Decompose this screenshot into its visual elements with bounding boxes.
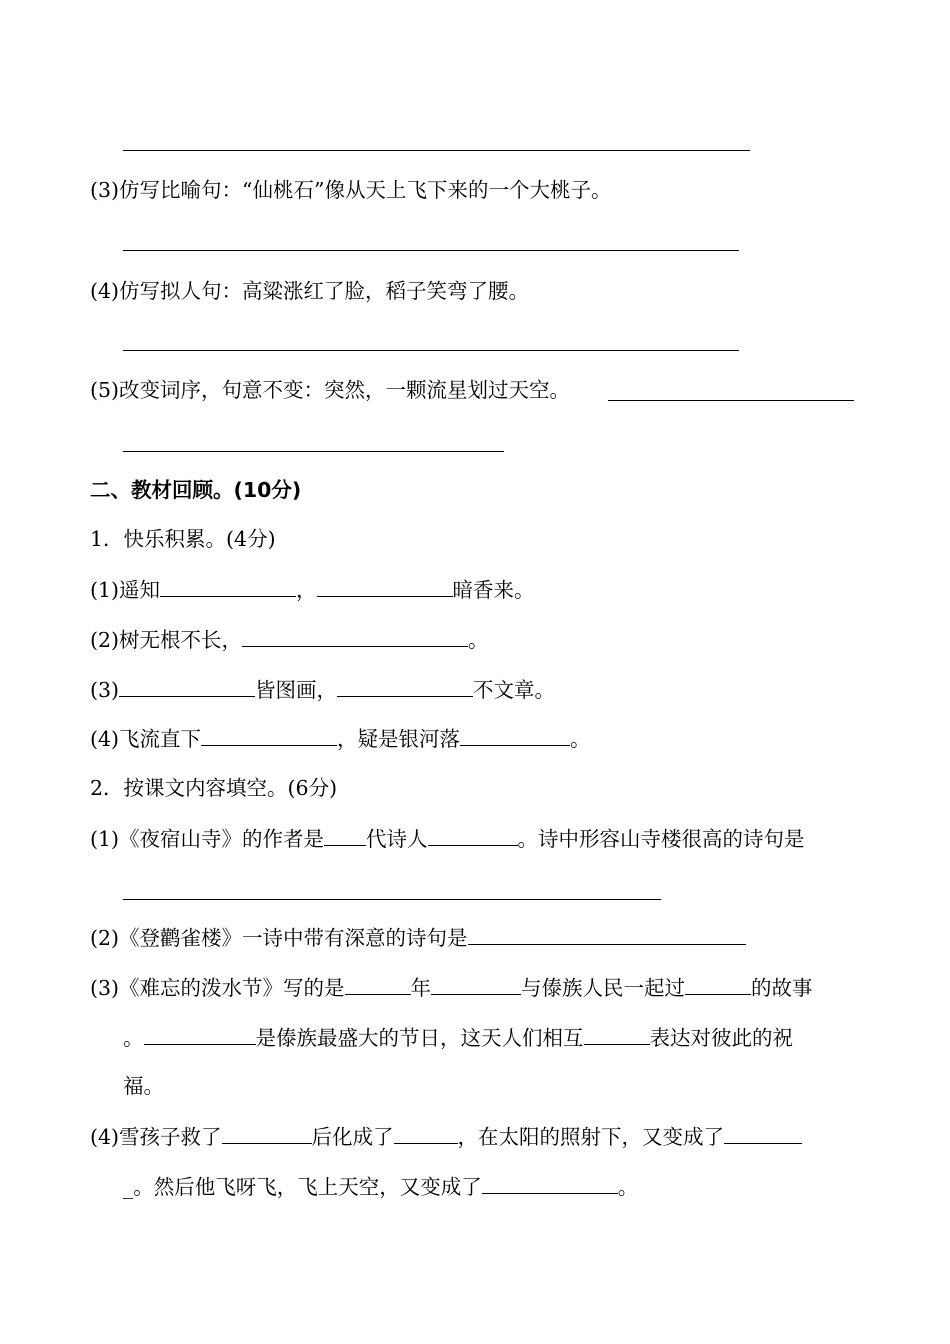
blank[interactable] <box>222 1121 312 1144</box>
sub-1-title: 1．快乐积累。(4分) <box>90 527 276 551</box>
blank[interactable] <box>201 723 337 746</box>
blank[interactable] <box>242 624 468 647</box>
fill-2-4: (4)雪孩子救了 后化成了 ，在太阳的照射下，又变成了 <box>90 1121 802 1152</box>
question-4: (4)仿写拟人句：高粱涨红了脸，稻子笑弯了腰。 <box>90 279 530 303</box>
blank[interactable] <box>468 922 746 945</box>
fill-1-2: (2)树无根不长， 。 <box>90 624 489 655</box>
answer-line-3[interactable] <box>123 250 739 251</box>
sub-2-title: 2．按课文内容填空。(6分) <box>90 776 338 800</box>
fill-1-4: (4)飞流直下 ，疑是银河落 。 <box>90 723 591 754</box>
answer-line-4[interactable] <box>123 350 739 351</box>
fill-2-2: (2)《登鹳雀楼》一诗中带有深意的诗句是 <box>90 922 746 953</box>
blank[interactable] <box>119 674 255 697</box>
blank[interactable] <box>428 823 518 846</box>
blank[interactable] <box>724 1121 802 1144</box>
blank[interactable] <box>482 1171 618 1194</box>
blank[interactable] <box>685 972 751 995</box>
fill-2-1: (1)《夜宿山寺》的作者是 代诗人 。诗中形容山寺楼很高的诗句是 <box>90 823 805 854</box>
blank[interactable] <box>345 972 411 995</box>
answer-line-2[interactable] <box>123 150 750 151</box>
blank[interactable] <box>317 574 453 597</box>
blank[interactable] <box>431 972 521 995</box>
fill-1-1: (1)遥知 ， 暗香来。 <box>90 574 535 605</box>
fill-2-3-end: 福。 <box>123 1074 164 1098</box>
fill-2-3: (3)《难忘的泼水节》写的是 年 与傣族人民一起过 的故事 <box>90 972 813 1003</box>
question-3: (3)仿写比喻句：“仙桃石”像从天上飞下来的一个大桃子。 <box>90 178 612 202</box>
section-2-title: 二、教材回顾。(10分) <box>90 478 302 502</box>
blank[interactable] <box>144 1022 256 1045</box>
answer-line-5b[interactable] <box>123 451 504 452</box>
blank[interactable] <box>324 823 366 846</box>
fill-1-3: (3) 皆图画， 不文章。 <box>90 674 555 705</box>
blank[interactable] <box>584 1022 650 1045</box>
blank[interactable] <box>337 674 473 697</box>
blank[interactable] <box>394 1121 458 1144</box>
blank[interactable] <box>460 723 570 746</box>
answer-line-5a[interactable] <box>608 400 854 401</box>
question-5: (5)改变词序，句意不变：突然，一颗流星划过天空。 <box>90 378 571 402</box>
fill-2-3-cont: 。 是傣族最盛大的节日，这天人们相互 表达对彼此的祝 <box>123 1022 793 1053</box>
blank[interactable] <box>160 574 296 597</box>
fill-2-4-cont: _。然后他飞呀飞，飞上天空，又变成了 。 <box>123 1171 638 1202</box>
answer-line-2-1[interactable] <box>123 899 661 900</box>
